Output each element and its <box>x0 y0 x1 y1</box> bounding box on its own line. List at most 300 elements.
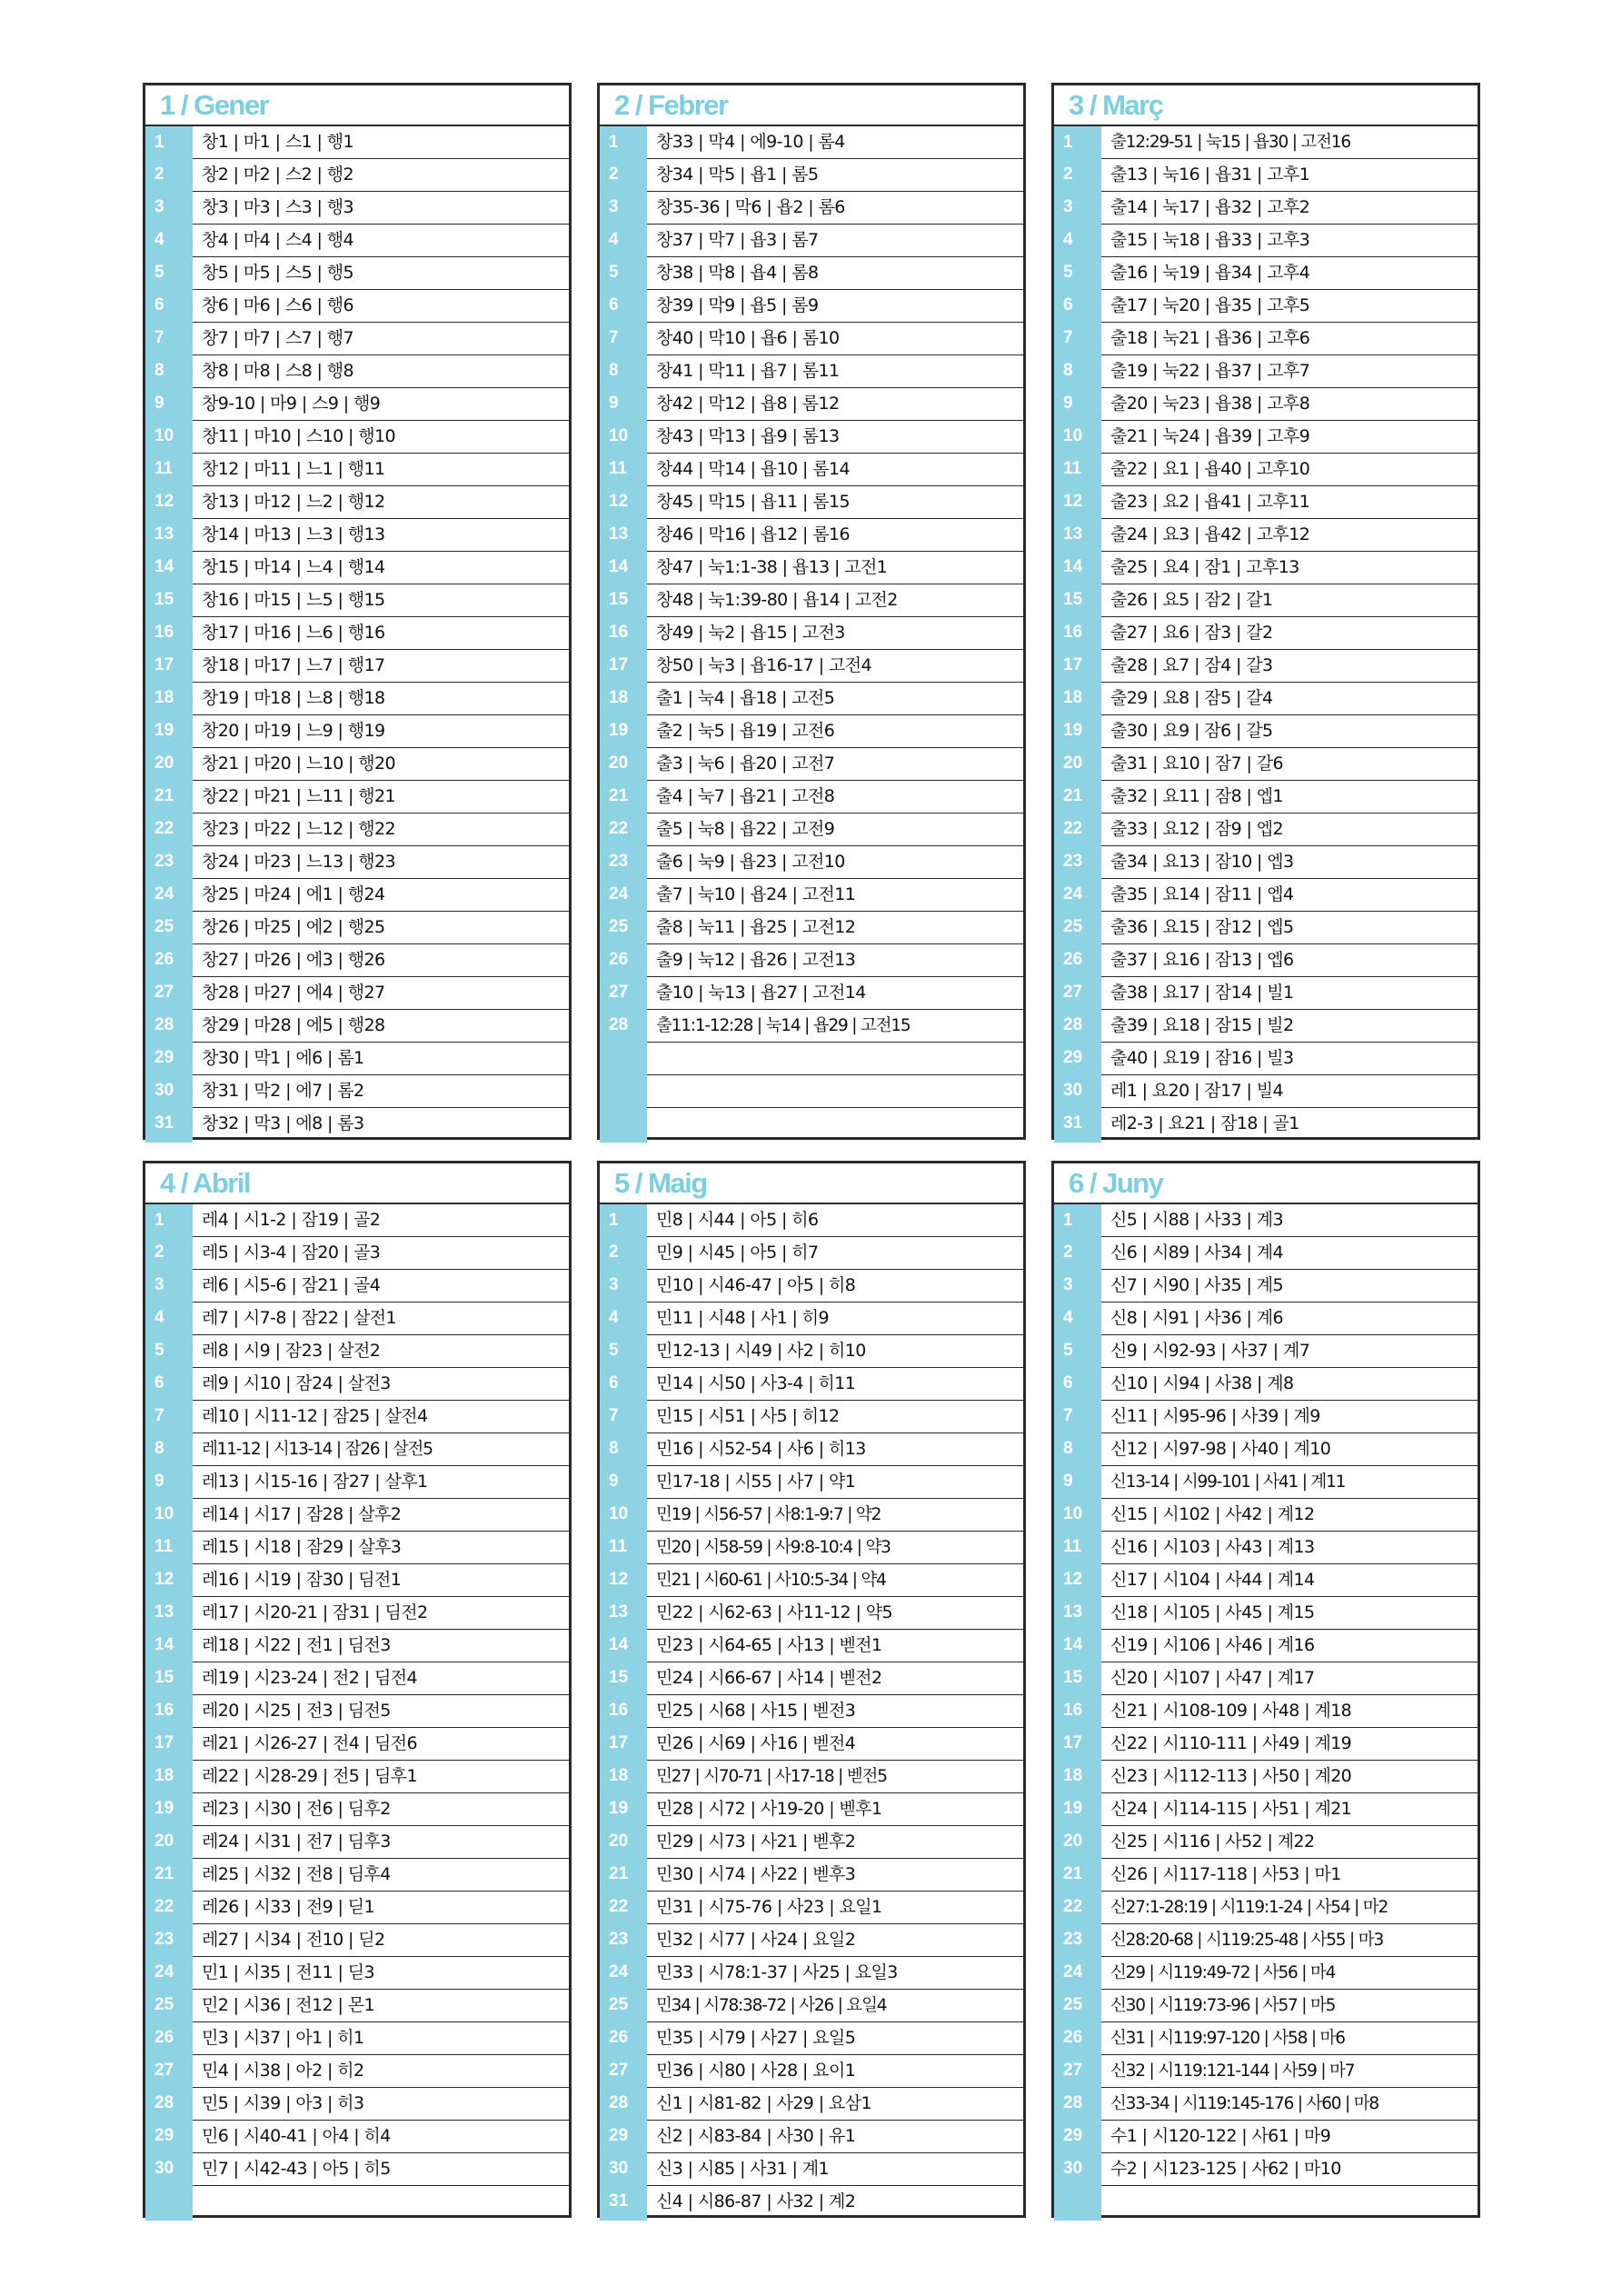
day-reading: 신28:20-68 | 시119:25-48 | 사55 | 마3 <box>1110 1931 1384 1950</box>
day-row <box>1054 748 1478 781</box>
day-number: 4 <box>145 1302 193 1336</box>
day-row <box>145 1924 569 1957</box>
day-reading: 민16 | 시52-54 | 사6 | 히13 <box>656 1439 866 1459</box>
day-reading: 민20 | 시58-59 | 사9:8-10:4 | 약3 <box>656 1538 891 1557</box>
day-reading: 신11 | 시95-96 | 사39 | 계9 <box>1110 1406 1320 1426</box>
day-row <box>1054 846 1478 879</box>
day-number: 29 <box>600 2120 647 2154</box>
day-row <box>1054 1695 1478 1728</box>
day-reading: 신25 | 시116 | 사52 | 계22 <box>1110 1832 1315 1852</box>
day-number: 29 <box>1054 1042 1101 1076</box>
day-reading: 레20 | 시25 | 전3 | 딤전5 <box>202 1701 391 1721</box>
day-reading: 창22 | 마21 | 느11 | 행21 <box>202 786 395 806</box>
day-number: 8 <box>600 354 647 389</box>
day-number: 8 <box>145 354 193 389</box>
day-row <box>1054 1335 1478 1368</box>
day-row <box>145 1204 569 1237</box>
day-row <box>145 1401 569 1433</box>
month-header <box>145 85 569 126</box>
day-reading: 창19 | 마18 | 느8 | 행18 <box>202 688 385 708</box>
day-reading: 출31 | 요10 | 잠7 | 갈6 <box>1110 754 1283 774</box>
day-row <box>145 1793 569 1826</box>
day-number: 31 <box>600 2185 647 2221</box>
day-reading: 창11 | 마10 | 스10 | 행10 <box>202 426 395 446</box>
day-number: 16 <box>145 616 193 651</box>
day-number: 24 <box>600 1956 647 1991</box>
day-number: 28 <box>1054 1009 1101 1043</box>
day-number: 24 <box>1054 1956 1101 1991</box>
day-number: 23 <box>600 845 647 880</box>
day-row <box>1054 1010 1478 1043</box>
day-row <box>600 1564 1023 1597</box>
day-row <box>145 2121 569 2153</box>
day-number: 16 <box>1054 1694 1101 1729</box>
days-list <box>145 126 569 1141</box>
day-number: 13 <box>600 1596 647 1631</box>
day-reading: 출28 | 요7 | 잠4 | 갈3 <box>1110 655 1273 675</box>
day-reading: 출2 | 눅5 | 욥19 | 고전6 <box>656 721 835 741</box>
day-row <box>1054 1433 1478 1466</box>
day-row <box>145 1368 569 1401</box>
day-number: 16 <box>145 1694 193 1729</box>
day-row <box>600 2153 1023 2186</box>
day-number: 29 <box>145 2120 193 2154</box>
day-number: 24 <box>145 878 193 913</box>
day-reading: 신1 | 시81-82 | 사29 | 요삼1 <box>656 2093 871 2113</box>
day-reading: 레19 | 시23-24 | 전2 | 딤전4 <box>202 1668 417 1688</box>
day-reading: 창12 | 마11 | 느1 | 행11 <box>202 459 385 479</box>
days-list <box>600 126 1023 1141</box>
day-row <box>145 1564 569 1597</box>
day-reading: 민31 | 시75-76 | 사23 | 요일1 <box>656 1897 882 1917</box>
day-reading: 창21 | 마20 | 느10 | 행20 <box>202 754 395 774</box>
day-number: 17 <box>1054 1727 1101 1762</box>
day-row <box>600 454 1023 486</box>
day-row <box>1054 944 1478 977</box>
day-reading: 창14 | 마13 | 느3 | 행13 <box>202 524 385 544</box>
day-row <box>1054 1466 1478 1499</box>
day-reading: 출32 | 요11 | 잠8 | 엡1 <box>1110 786 1283 806</box>
day-row <box>145 552 569 584</box>
day-row <box>1054 584 1478 617</box>
month-header <box>1054 1163 1478 1204</box>
day-reading: 민7 | 시42-43 | 아5 | 히5 <box>202 2159 391 2179</box>
day-number: 3 <box>145 1269 193 1303</box>
day-reading: 민22 | 시62-63 | 사11-12 | 약5 <box>656 1602 892 1622</box>
day-number: 30 <box>145 1074 193 1109</box>
day-reading: 창48 | 눅1:39-80 | 욥14 | 고전2 <box>656 590 898 610</box>
day-row <box>600 2022 1023 2055</box>
day-row <box>600 1010 1023 1043</box>
day-reading: 창44 | 막14 | 욥10 | 롬14 <box>656 459 850 479</box>
day-number: 25 <box>145 911 193 945</box>
day-row <box>600 650 1023 683</box>
day-reading: 레5 | 시3-4 | 잠20 | 골3 <box>202 1243 381 1263</box>
day-row <box>600 846 1023 879</box>
day-row <box>600 421 1023 454</box>
day-number: 6 <box>145 289 193 324</box>
day-row <box>600 323 1023 355</box>
day-row <box>1054 1630 1478 1662</box>
day-number: 21 <box>1054 1858 1101 1892</box>
day-row <box>1054 159 1478 192</box>
day-reading: 출26 | 요5 | 잠2 | 갈1 <box>1110 590 1273 610</box>
day-number: 21 <box>600 780 647 814</box>
day-reading: 레4 | 시1-2 | 잠19 | 골2 <box>202 1210 381 1230</box>
day-reading: 민15 | 시51 | 사5 | 히12 <box>656 1406 840 1426</box>
day-row <box>600 1303 1023 1335</box>
day-row <box>145 584 569 617</box>
day-number: 2 <box>1054 1236 1101 1271</box>
day-row <box>600 1335 1023 1368</box>
day-reading: 창3 | 마3 | 스3 | 행3 <box>202 197 354 217</box>
day-row <box>600 1597 1023 1630</box>
day-reading: 민2 | 시36 | 전12 | 몬1 <box>202 1995 374 2015</box>
day-reading: 출17 | 눅20 | 욥35 | 고후5 <box>1110 295 1310 315</box>
day-reading: 출15 | 눅18 | 욥33 | 고후3 <box>1110 230 1310 250</box>
day-number: 14 <box>145 1629 193 1663</box>
day-reading: 민3 | 시37 | 아1 | 히1 <box>202 2028 364 2048</box>
day-reading: 창40 | 막10 | 욥6 | 롬10 <box>656 328 840 348</box>
day-number: 20 <box>600 747 647 782</box>
day-row <box>1054 1793 1478 1826</box>
day-number: 15 <box>600 584 647 618</box>
day-row <box>1054 1401 1478 1433</box>
day-reading: 창7 | 마7 | 스7 | 행7 <box>202 328 354 348</box>
day-row <box>600 977 1023 1010</box>
day-reading: 창9-10 | 마9 | 스9 | 행9 <box>202 394 381 414</box>
day-number: 5 <box>1054 256 1101 291</box>
day-number <box>600 1042 647 1076</box>
day-row <box>145 257 569 290</box>
day-reading: 창45 | 막15 | 욥11 | 롬15 <box>656 492 850 512</box>
day-reading: 출39 | 요18 | 잠15 | 빌2 <box>1110 1015 1294 1035</box>
day-reading: 창50 | 눅3 | 욥16-17 | 고전4 <box>656 655 871 675</box>
day-number: 1 <box>1054 1204 1101 1238</box>
day-reading: 신20 | 시107 | 사47 | 계17 <box>1110 1668 1315 1688</box>
day-row <box>145 1892 569 1924</box>
day-row <box>145 2153 569 2186</box>
day-reading: 신31 | 시119:97-120 | 사58 | 마6 <box>1110 2029 1345 2048</box>
day-number: 4 <box>1054 224 1101 258</box>
day-reading: 민19 | 시56-57 | 사8:1-9:7 | 약2 <box>656 1505 881 1524</box>
day-row <box>1054 1728 1478 1761</box>
day-number: 20 <box>145 1825 193 1860</box>
day-reading: 창16 | 마15 | 느5 | 행15 <box>202 590 385 610</box>
day-number: 7 <box>600 1400 647 1434</box>
day-row <box>145 1270 569 1303</box>
day-number: 19 <box>600 1792 647 1827</box>
day-reading: 신24 | 시114-115 | 사51 | 계21 <box>1110 1799 1352 1819</box>
day-number: 5 <box>145 1334 193 1369</box>
day-row <box>600 1499 1023 1532</box>
day-number: 23 <box>600 1923 647 1958</box>
day-row <box>1054 715 1478 748</box>
day-number: 10 <box>600 1498 647 1532</box>
day-row <box>1054 323 1478 355</box>
day-reading: 신13-14 | 시99-101 | 사41 | 계11 <box>1110 1472 1346 1492</box>
day-row <box>145 879 569 912</box>
day-row <box>145 1532 569 1564</box>
day-row <box>600 2121 1023 2153</box>
day-reading: 신16 | 시103 | 사43 | 계13 <box>1110 1537 1315 1557</box>
day-reading: 신9 | 시92-93 | 사37 | 계7 <box>1110 1341 1310 1361</box>
day-reading: 출40 | 요19 | 잠16 | 빌3 <box>1110 1048 1294 1068</box>
day-reading: 출13 | 눅16 | 욥31 | 고후1 <box>1110 165 1310 185</box>
day-reading: 창13 | 마12 | 느2 | 행12 <box>202 492 385 512</box>
day-number: 2 <box>600 158 647 193</box>
day-row <box>1054 126 1478 159</box>
month-title: 3 / Març <box>1069 89 1163 121</box>
day-reading: 출1 | 눅4 | 욥18 | 고전5 <box>656 688 835 708</box>
day-row <box>1054 486 1478 519</box>
day-number: 18 <box>145 1760 193 1794</box>
day-number: 11 <box>600 1531 647 1565</box>
day-row <box>600 159 1023 192</box>
day-number: 15 <box>145 584 193 618</box>
month-card-february <box>597 83 1026 1140</box>
day-number: 24 <box>1054 878 1101 913</box>
day-row <box>600 1662 1023 1695</box>
day-number: 27 <box>600 2054 647 2089</box>
day-reading: 창17 | 마16 | 느6 | 행16 <box>202 623 385 643</box>
day-reading: 출8 | 눅11 | 욥25 | 고전12 <box>656 917 856 937</box>
day-reading: 레21 | 시26-27 | 전4 | 딤전6 <box>202 1733 417 1753</box>
days-list <box>600 1204 1023 2219</box>
day-number: 5 <box>145 256 193 291</box>
day-reading: 출22 | 요1 | 욥40 | 고후10 <box>1110 459 1310 479</box>
day-number: 12 <box>1054 485 1101 520</box>
day-reading: 출16 | 눅19 | 욥34 | 고후4 <box>1110 263 1310 283</box>
month-title: 4 / Abril <box>160 1167 251 1199</box>
day-row <box>145 290 569 323</box>
day-number: 12 <box>145 485 193 520</box>
day-number: 21 <box>145 780 193 814</box>
day-row <box>600 355 1023 388</box>
day-reading: 출19 | 눅22 | 욥37 | 고후7 <box>1110 361 1310 381</box>
day-number: 9 <box>1054 1465 1101 1500</box>
day-reading: 창2 | 마2 | 스2 | 행2 <box>202 165 354 185</box>
day-row <box>145 944 569 977</box>
day-row <box>145 126 569 159</box>
day-number: 2 <box>145 1236 193 1271</box>
day-row <box>600 814 1023 846</box>
day-row <box>1054 355 1478 388</box>
day-row <box>1054 1499 1478 1532</box>
day-number: 26 <box>1054 943 1101 978</box>
day-row <box>145 1728 569 1761</box>
month-title: 6 / Juny <box>1069 1167 1163 1199</box>
day-row <box>600 1728 1023 1761</box>
day-number: 8 <box>600 1433 647 1467</box>
day-number: 17 <box>600 649 647 684</box>
day-reading: 출24 | 요3 | 욥42 | 고후12 <box>1110 524 1310 544</box>
day-number: 26 <box>145 943 193 978</box>
day-row <box>1054 1662 1478 1695</box>
day-row <box>145 1108 569 1141</box>
day-reading: 출37 | 요16 | 잠13 | 엡6 <box>1110 950 1294 970</box>
day-row <box>600 1892 1023 1924</box>
day-row <box>600 192 1023 225</box>
day-number: 6 <box>1054 289 1101 324</box>
day-number: 1 <box>145 126 193 160</box>
month-header <box>600 85 1023 126</box>
day-number: 2 <box>145 158 193 193</box>
day-number: 13 <box>1054 1596 1101 1631</box>
day-row <box>600 1761 1023 1793</box>
day-number: 13 <box>1054 518 1101 553</box>
day-number: 23 <box>1054 1923 1101 1958</box>
day-number: 3 <box>600 1269 647 1303</box>
day-number: 23 <box>145 845 193 880</box>
day-row <box>1054 683 1478 715</box>
day-number: 19 <box>600 714 647 749</box>
day-row <box>1054 1270 1478 1303</box>
day-reading: 출11:1-12:28 | 눅14 | 욥29 | 고전15 <box>656 1016 911 1035</box>
day-reading: 창39 | 막9 | 욥5 | 롬9 <box>656 295 819 315</box>
month-card-january <box>143 83 572 1140</box>
month-card-june <box>1051 1161 1480 2218</box>
day-number: 16 <box>600 1694 647 1729</box>
day-reading: 레16 | 시19 | 잠30 | 딤전1 <box>202 1570 402 1590</box>
day-number: 3 <box>600 191 647 225</box>
day-reading: 레25 | 시32 | 전8 | 딤후4 <box>202 1864 391 1884</box>
day-reading: 민1 | 시35 | 전11 | 딛3 <box>202 1962 374 1982</box>
day-number: 17 <box>1054 649 1101 684</box>
day-row <box>1054 1075 1478 1108</box>
day-reading: 출30 | 요9 | 잠6 | 갈5 <box>1110 721 1273 741</box>
day-row <box>600 388 1023 421</box>
day-reading: 창23 | 마22 | 느12 | 행22 <box>202 819 395 839</box>
day-number: 10 <box>1054 420 1101 454</box>
day-reading: 신15 | 시102 | 사42 | 계12 <box>1110 1504 1315 1524</box>
day-reading: 수1 | 시120-122 | 사61 | 마9 <box>1110 2126 1331 2146</box>
day-row <box>600 683 1023 715</box>
day-row <box>145 486 569 519</box>
day-number: 26 <box>600 943 647 978</box>
day-reading: 신23 | 시112-113 | 사50 | 계20 <box>1110 1766 1352 1786</box>
day-row <box>600 2055 1023 2088</box>
day-number: 26 <box>145 2021 193 2056</box>
day-row <box>145 1990 569 2022</box>
day-number: 10 <box>1054 1498 1101 1532</box>
day-number: 6 <box>600 1367 647 1402</box>
day-row <box>1054 290 1478 323</box>
day-row <box>1054 1957 1478 1990</box>
day-reading: 출27 | 요6 | 잠3 | 갈2 <box>1110 623 1273 643</box>
day-number: 28 <box>1054 2087 1101 2121</box>
day-row <box>145 225 569 257</box>
day-row <box>600 1924 1023 1957</box>
day-row <box>145 519 569 552</box>
month-header <box>145 1163 569 1204</box>
day-number: 14 <box>600 1629 647 1663</box>
day-row <box>600 1793 1023 1826</box>
day-number: 14 <box>145 551 193 585</box>
day-reading: 창15 | 마14 | 느4 | 행14 <box>202 557 385 577</box>
day-number: 30 <box>600 2152 647 2187</box>
day-number: 5 <box>1054 1334 1101 1369</box>
day-number <box>600 1107 647 1143</box>
month-header <box>1054 85 1478 126</box>
day-number: 26 <box>600 2021 647 2056</box>
day-row <box>145 977 569 1010</box>
day-number: 9 <box>145 387 193 422</box>
day-number: 11 <box>1054 453 1101 487</box>
day-row <box>600 1826 1023 1859</box>
month-card-may <box>597 1161 1026 2218</box>
day-reading: 신5 | 시88 | 사33 | 계3 <box>1110 1210 1283 1230</box>
day-row <box>145 1761 569 1793</box>
day-number: 19 <box>1054 1792 1101 1827</box>
day-reading: 민25 | 시68 | 사15 | 벧전3 <box>656 1701 856 1721</box>
day-number: 3 <box>145 191 193 225</box>
day-number: 30 <box>1054 2152 1101 2187</box>
day-number: 16 <box>600 616 647 651</box>
day-row <box>1054 650 1478 683</box>
day-row <box>1054 1108 1478 1141</box>
day-number: 9 <box>600 387 647 422</box>
day-number: 22 <box>600 1891 647 1925</box>
day-number: 3 <box>1054 191 1101 225</box>
day-number: 7 <box>145 322 193 356</box>
day-reading: 신27:1-28:19 | 시119:1-24 | 사54 | 마2 <box>1110 1898 1388 1917</box>
day-number: 19 <box>145 1792 193 1827</box>
day-number: 25 <box>145 1989 193 2023</box>
day-number <box>145 2185 193 2221</box>
day-row <box>145 912 569 944</box>
day-row <box>145 159 569 192</box>
day-reading: 창5 | 마5 | 스5 | 행5 <box>202 263 354 283</box>
day-number: 6 <box>600 289 647 324</box>
day-reading: 창4 | 마4 | 스4 | 행4 <box>202 230 354 250</box>
day-reading: 창25 | 마24 | 에1 | 행24 <box>202 884 385 904</box>
day-reading: 민10 | 시46-47 | 아5 | 히8 <box>656 1275 856 1295</box>
day-row <box>1054 814 1478 846</box>
day-row <box>1054 2186 1478 2219</box>
day-row <box>1054 519 1478 552</box>
day-reading: 민9 | 시45 | 아5 | 히7 <box>656 1243 819 1263</box>
day-reading: 창37 | 막7 | 욥3 | 롬7 <box>656 230 819 250</box>
day-row <box>1054 2121 1478 2153</box>
day-row <box>600 1695 1023 1728</box>
day-number: 3 <box>1054 1269 1101 1303</box>
day-number: 8 <box>1054 1433 1101 1467</box>
day-row <box>145 1075 569 1108</box>
day-number: 18 <box>145 682 193 716</box>
month-title: 1 / Gener <box>160 89 269 121</box>
day-row <box>145 421 569 454</box>
day-row <box>600 748 1023 781</box>
month-title: 2 / Febrer <box>614 89 728 121</box>
day-number: 29 <box>145 1042 193 1076</box>
day-reading: 창42 | 막12 | 욥8 | 롬12 <box>656 394 840 414</box>
month-card-april <box>143 1161 572 2218</box>
day-reading: 출29 | 요8 | 잠5 | 갈4 <box>1110 688 1273 708</box>
day-row <box>1054 2055 1478 2088</box>
day-row <box>600 486 1023 519</box>
day-reading: 창49 | 눅2 | 욥15 | 고전3 <box>656 623 845 643</box>
day-reading: 민26 | 시69 | 사16 | 벧전4 <box>656 1733 856 1753</box>
day-number: 18 <box>600 1760 647 1794</box>
day-row <box>1054 1043 1478 1075</box>
day-reading: 창41 | 막11 | 욥7 | 롬11 <box>656 361 840 381</box>
day-row <box>145 323 569 355</box>
day-row <box>600 1957 1023 1990</box>
day-reading: 출34 | 요13 | 잠10 | 엡3 <box>1110 852 1294 872</box>
day-reading: 레15 | 시18 | 잠29 | 살후3 <box>202 1537 402 1557</box>
day-reading: 출21 | 눅24 | 욥39 | 고후9 <box>1110 426 1310 446</box>
